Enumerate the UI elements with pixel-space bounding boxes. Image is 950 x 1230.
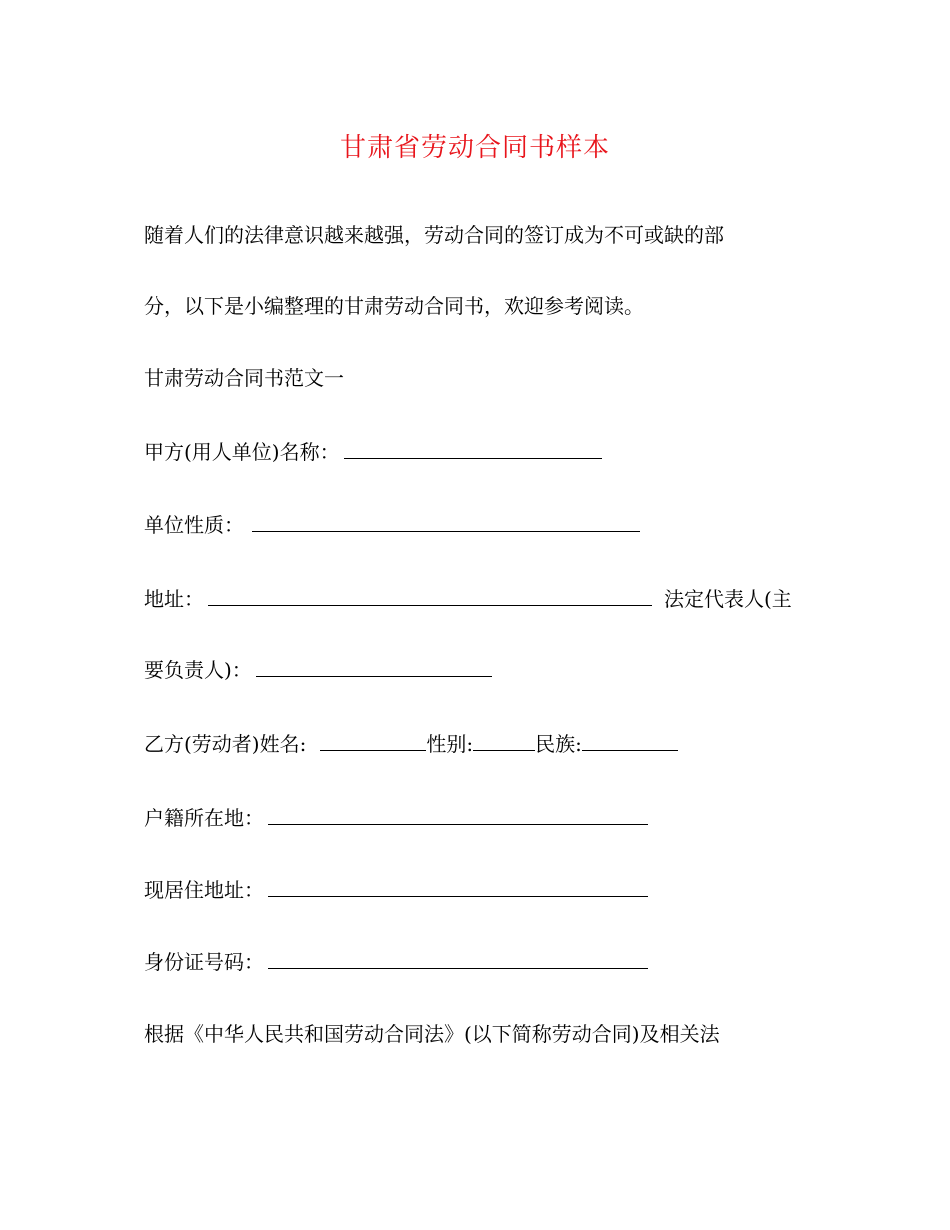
intro-paragraph-line-2: 分，以下是小编整理的甘肃劳动合同书，欢迎参考阅读。 (144, 294, 644, 318)
party-a-name-label: 甲方(用人单位)名称： (144, 440, 340, 464)
current-address-blank (268, 875, 648, 897)
document-title: 甘肃省劳动合同书样本 (339, 133, 610, 163)
party-b-row (144, 729, 678, 759)
household-blank (268, 803, 648, 825)
gender-blank (473, 729, 535, 751)
household-row (144, 803, 648, 833)
unit-nature-label: 单位性质： (144, 513, 244, 537)
unit-nature-row (144, 510, 640, 540)
party-a-name-blank (344, 437, 602, 459)
id-number-label: 身份证号码： (144, 950, 264, 974)
id-number-blank (268, 947, 648, 969)
party-b-name-label: 乙方(劳动者)姓名: (144, 732, 307, 756)
current-address-label: 现居住地址： (144, 878, 264, 902)
ethnicity-label: 民族: (535, 732, 582, 756)
address-blank (208, 584, 652, 606)
section-heading: 甘肃劳动合同书范文一 (144, 366, 344, 390)
party-a-name-row (144, 437, 602, 467)
current-address-row (144, 875, 648, 905)
legal-rep-blank (256, 655, 492, 677)
intro-paragraph-line-1: 随着人们的法律意识越来越强，劳动合同的签订成为不可或缺的部 (144, 223, 724, 247)
household-label: 户籍所在地： (144, 806, 264, 830)
party-b-name-blank (320, 729, 426, 751)
gender-label: 性别: (426, 732, 474, 756)
legal-rep-label-part2: 要负责人)： (144, 658, 252, 682)
address-row (144, 584, 792, 614)
address-label: 地址： (144, 587, 204, 611)
legal-rep-row (144, 655, 492, 685)
unit-nature-blank (252, 510, 640, 532)
id-number-row (144, 947, 648, 977)
ethnicity-blank (582, 729, 678, 751)
legal-rep-label-part1: 法定代表人(主 (664, 587, 792, 611)
basis-paragraph-line-1: 根据《中华人民共和国劳动合同法》(以下简称劳动合同)及相关法 (144, 1022, 720, 1046)
